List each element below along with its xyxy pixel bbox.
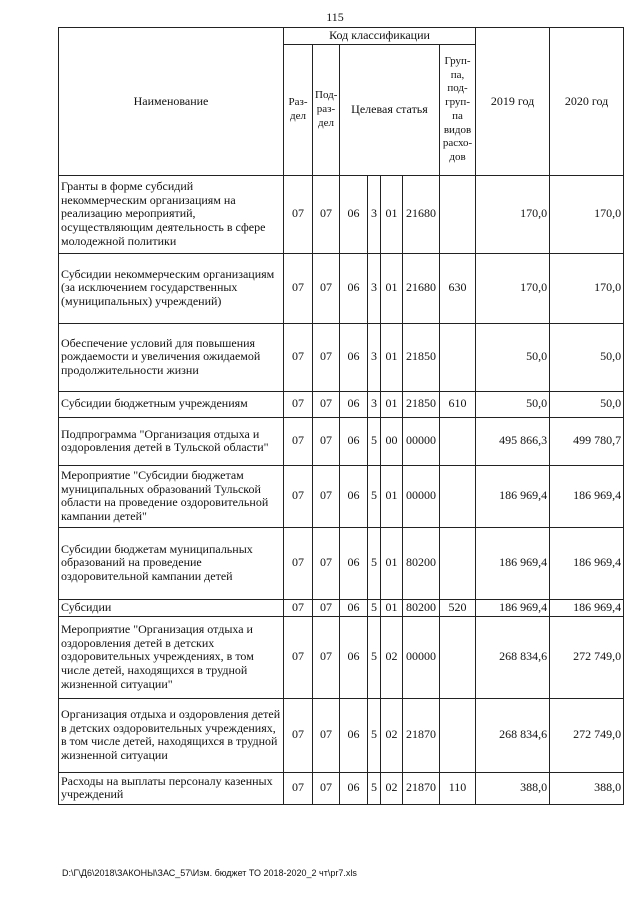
row-amount-2019: 495 866,3 xyxy=(476,417,550,465)
row-amount-2020: 186 969,4 xyxy=(550,527,624,599)
row-target-subprogram: 5 xyxy=(368,698,381,772)
row-amount-2019: 170,0 xyxy=(476,253,550,323)
table-row xyxy=(59,772,624,804)
row-amount-2019: 388,0 xyxy=(476,772,550,804)
row-expense-group xyxy=(440,527,476,599)
table-row xyxy=(59,391,624,417)
row-podrazdel: 07 xyxy=(313,465,340,527)
row-podrazdel: 07 xyxy=(313,323,340,391)
header-podrazdel: Под-раз-дел xyxy=(313,44,340,175)
row-podrazdel: 07 xyxy=(313,527,340,599)
row-target-subprogram: 5 xyxy=(368,616,381,698)
row-amount-2019: 268 834,6 xyxy=(476,698,550,772)
row-expense-group: 610 xyxy=(440,391,476,417)
row-target-subprogram: 3 xyxy=(368,391,381,417)
table-row xyxy=(59,465,624,527)
row-name: Обеспечение условий для повышения рождаемости и увеличения ожидаемой продолжительности жизни xyxy=(59,323,284,391)
row-podrazdel: 07 xyxy=(313,772,340,804)
row-amount-2019: 186 969,4 xyxy=(476,465,550,527)
row-amount-2019: 186 969,4 xyxy=(476,527,550,599)
table-row xyxy=(59,417,624,465)
row-podrazdel: 07 xyxy=(313,599,340,616)
page-number: 115 xyxy=(326,10,344,24)
row-razdel: 07 xyxy=(284,175,313,253)
row-amount-2020: 186 969,4 xyxy=(550,465,624,527)
row-target-subprogram: 5 xyxy=(368,527,381,599)
row-amount-2019: 268 834,6 xyxy=(476,616,550,698)
row-amount-2020: 50,0 xyxy=(550,323,624,391)
row-target-event: 01 xyxy=(381,465,403,527)
row-target-program: 06 xyxy=(340,465,368,527)
row-target-program: 06 xyxy=(340,527,368,599)
row-target-event: 02 xyxy=(381,698,403,772)
row-name: Организация отдыха и оздоровления детей в детских оздоровительных учреждениях, в том числе детей, находящихся в трудной жизненной ситуации xyxy=(59,698,284,772)
row-amount-2020: 186 969,4 xyxy=(550,599,624,616)
row-target-direction: 21680 xyxy=(403,253,440,323)
row-podrazdel: 07 xyxy=(313,616,340,698)
header-year-2020: 2020 год xyxy=(550,28,624,176)
row-target-program: 06 xyxy=(340,253,368,323)
row-expense-group xyxy=(440,698,476,772)
row-expense-group: 110 xyxy=(440,772,476,804)
row-amount-2019: 186 969,4 xyxy=(476,599,550,616)
row-target-direction: 00000 xyxy=(403,616,440,698)
table-row xyxy=(59,527,624,599)
row-podrazdel: 07 xyxy=(313,391,340,417)
row-amount-2020: 170,0 xyxy=(550,175,624,253)
row-expense-group xyxy=(440,616,476,698)
row-target-direction: 21850 xyxy=(403,391,440,417)
row-target-event: 01 xyxy=(381,323,403,391)
row-amount-2020: 170,0 xyxy=(550,253,624,323)
row-podrazdel: 07 xyxy=(313,253,340,323)
row-target-program: 06 xyxy=(340,175,368,253)
row-target-subprogram: 5 xyxy=(368,599,381,616)
row-podrazdel: 07 xyxy=(313,175,340,253)
row-target-subprogram: 3 xyxy=(368,253,381,323)
row-target-event: 01 xyxy=(381,599,403,616)
row-target-subprogram: 3 xyxy=(368,175,381,253)
header-year-2019: 2019 год xyxy=(476,28,550,176)
row-expense-group xyxy=(440,417,476,465)
row-target-subprogram: 5 xyxy=(368,772,381,804)
row-amount-2020: 499 780,7 xyxy=(550,417,624,465)
table-row xyxy=(59,323,624,391)
row-razdel: 07 xyxy=(284,527,313,599)
row-razdel: 07 xyxy=(284,253,313,323)
row-target-program: 06 xyxy=(340,698,368,772)
row-amount-2020: 272 749,0 xyxy=(550,616,624,698)
row-podrazdel: 07 xyxy=(313,417,340,465)
row-amount-2019: 170,0 xyxy=(476,175,550,253)
row-target-direction: 00000 xyxy=(403,417,440,465)
row-name: Подпрограмма "Организация отдыха и оздоровления детей в Тульской области" xyxy=(59,417,284,465)
file-path-footer: D:\Г\Д6\2018\ЗАКОНЫ\ЗАС_57\Изм. бюджет ТО 2018-2020_2 чт\pr7.xls xyxy=(62,868,357,878)
row-target-direction: 80200 xyxy=(403,527,440,599)
header-expense-group: Груп-па, под-груп-па видов расхо-дов xyxy=(440,44,476,175)
row-razdel: 07 xyxy=(284,698,313,772)
row-target-event: 01 xyxy=(381,391,403,417)
row-target-direction: 80200 xyxy=(403,599,440,616)
row-target-direction: 21870 xyxy=(403,698,440,772)
row-razdel: 07 xyxy=(284,465,313,527)
row-expense-group xyxy=(440,175,476,253)
row-name: Субсидии бюджетным учреждениям xyxy=(59,391,284,417)
row-podrazdel: 07 xyxy=(313,698,340,772)
row-expense-group xyxy=(440,323,476,391)
row-target-event: 01 xyxy=(381,253,403,323)
header-classification: Код классификации xyxy=(284,28,476,45)
table-row xyxy=(59,175,624,253)
row-amount-2020: 272 749,0 xyxy=(550,698,624,772)
header-name: Наименование xyxy=(59,28,284,176)
row-name: Субсидии xyxy=(59,599,284,616)
row-razdel: 07 xyxy=(284,417,313,465)
row-razdel: 07 xyxy=(284,599,313,616)
row-razdel: 07 xyxy=(284,323,313,391)
row-razdel: 07 xyxy=(284,616,313,698)
row-target-direction: 00000 xyxy=(403,465,440,527)
table-row xyxy=(59,253,624,323)
row-target-program: 06 xyxy=(340,323,368,391)
row-razdel: 07 xyxy=(284,772,313,804)
row-target-subprogram: 5 xyxy=(368,465,381,527)
row-amount-2019: 50,0 xyxy=(476,323,550,391)
row-amount-2020: 388,0 xyxy=(550,772,624,804)
row-target-program: 06 xyxy=(340,772,368,804)
table-row xyxy=(59,616,624,698)
row-target-direction: 21870 xyxy=(403,772,440,804)
row-target-program: 06 xyxy=(340,616,368,698)
row-expense-group xyxy=(440,465,476,527)
row-expense-group: 630 xyxy=(440,253,476,323)
row-name: Субсидии некоммерческим организациям (за исключением государственных (муниципальных) учреждений) xyxy=(59,253,284,323)
row-name: Субсидии бюджетам муниципальных образований на проведение оздоровительной кампании детей xyxy=(59,527,284,599)
row-target-event: 02 xyxy=(381,616,403,698)
row-target-program: 06 xyxy=(340,599,368,616)
row-name: Мероприятие "Субсидии бюджетам муниципальных образований Тульской области на проведение оздоровительной кампании детей" xyxy=(59,465,284,527)
row-target-subprogram: 3 xyxy=(368,323,381,391)
row-target-subprogram: 5 xyxy=(368,417,381,465)
row-name: Гранты в форме субсидий некоммерческим организациям на реализацию мероприятий, осуществляющим деятельность в сфере молодежной политики xyxy=(59,175,284,253)
header-target-article: Целевая статья xyxy=(340,44,440,175)
row-target-program: 06 xyxy=(340,417,368,465)
row-target-event: 01 xyxy=(381,175,403,253)
row-name: Расходы на выплаты персоналу казенных учреждений xyxy=(59,772,284,804)
row-amount-2020: 50,0 xyxy=(550,391,624,417)
row-expense-group: 520 xyxy=(440,599,476,616)
row-target-event: 01 xyxy=(381,527,403,599)
row-target-event: 02 xyxy=(381,772,403,804)
row-target-direction: 21680 xyxy=(403,175,440,253)
row-amount-2019: 50,0 xyxy=(476,391,550,417)
row-razdel: 07 xyxy=(284,391,313,417)
row-target-direction: 21850 xyxy=(403,323,440,391)
row-target-program: 06 xyxy=(340,391,368,417)
table-row xyxy=(59,698,624,772)
header-razdel: Раз-дел xyxy=(284,44,313,175)
table-row xyxy=(59,599,624,616)
row-name: Мероприятие "Организация отдыха и оздоровления детей в детских оздоровительных учреждениях, в том числе детей, находящихся в трудной жизненной ситуации" xyxy=(59,616,284,698)
row-target-event: 00 xyxy=(381,417,403,465)
budget-table xyxy=(58,27,624,805)
